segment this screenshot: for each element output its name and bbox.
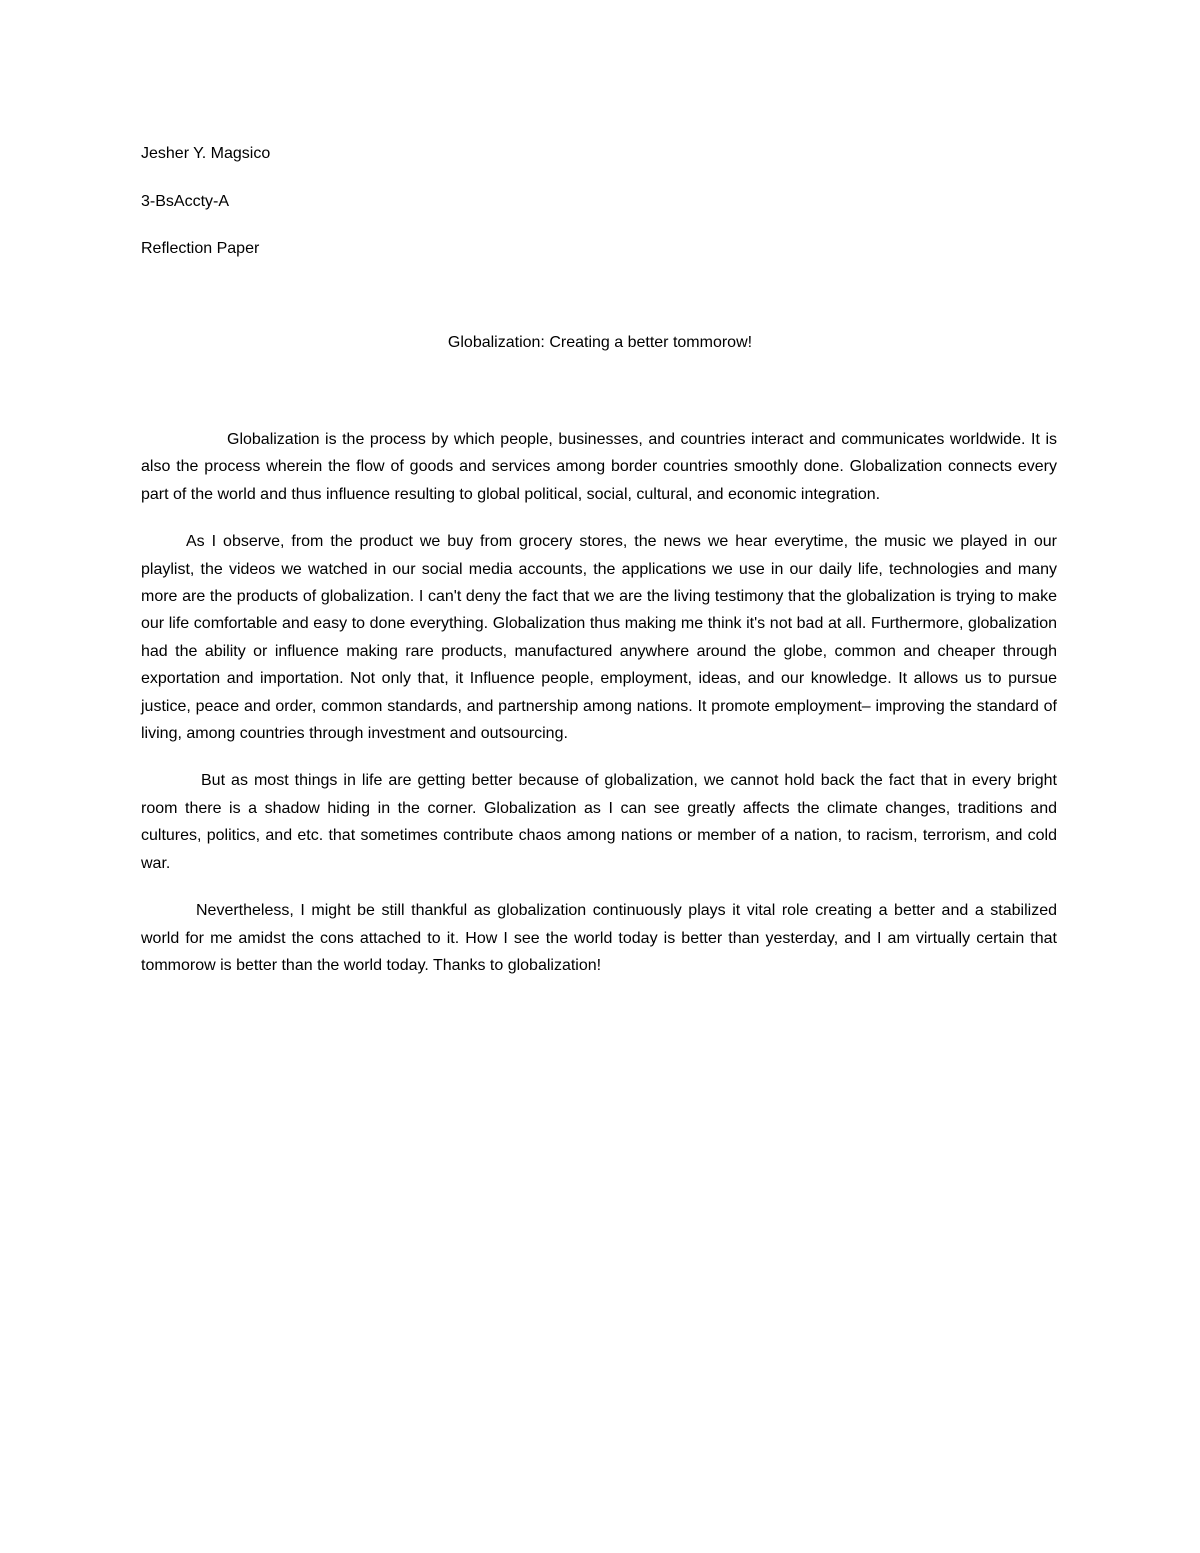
class-section: 3-BsAccty-A [141, 193, 230, 210]
paper-body [141, 426, 1057, 999]
paragraph-drawbacks: But as most things in life are getting better because of globalization, we cannot hold back the fact that in every bright room there is a shadow hiding in the corner. Globalization as I can see greatly affects the climate changes, traditions and cultures, politics, and etc. that sometimes contribute chaos among nations or member of a nation, to racism, terrorism, and cold war. [141, 772, 1057, 872]
paper-title: Globalization: Creating a better tommorow! [447, 334, 753, 351]
paragraph-intro: Globalization is the process by which people, businesses, and countries interact and communicates worldwide. It is also the process wherein the flow of goods and services among border countries smoothly done. Globalization connects every part of the world and thus influence resulting to global political, social, cultural, and economic integration. [141, 431, 1057, 503]
paragraph-conclusion: Nevertheless, I might be still thankful as globalization continuously plays it vital role creating a better and a stabilized world for me amidst the cons attached to it. How I see the world today is better than yesterday, and I am virtually certain that tommorow is better than the world today. Thanks to globalization! [141, 902, 1057, 974]
paragraph-observation: As I observe, from the product we buy from grocery stores, the news we hear everytime, the music we played in our playlist, the videos we watched in our social media accounts, the applications we use in our daily life, technologies and many more are the products of globalization. I can't deny the fact that we are the living testimony that the globalization is trying to make our life comfortable and easy to done everything. Globalization thus making me think it's not bad at all. Furthermore, globalization had the ability or influence making rare products, manufactured anywhere around the globe, common and cheaper through exportation and importation. Not only that, it Influence people, employment, ideas, and our knowledge. It allows us to pursue justice, peace and order, common standards, and partnership among nations. It promote employment– improving the standard of living, among countries through investment and outsourcing. [141, 533, 1057, 743]
author-name: Jesher Y. Magsico [141, 145, 271, 162]
document-type: Reflection Paper [141, 240, 260, 257]
